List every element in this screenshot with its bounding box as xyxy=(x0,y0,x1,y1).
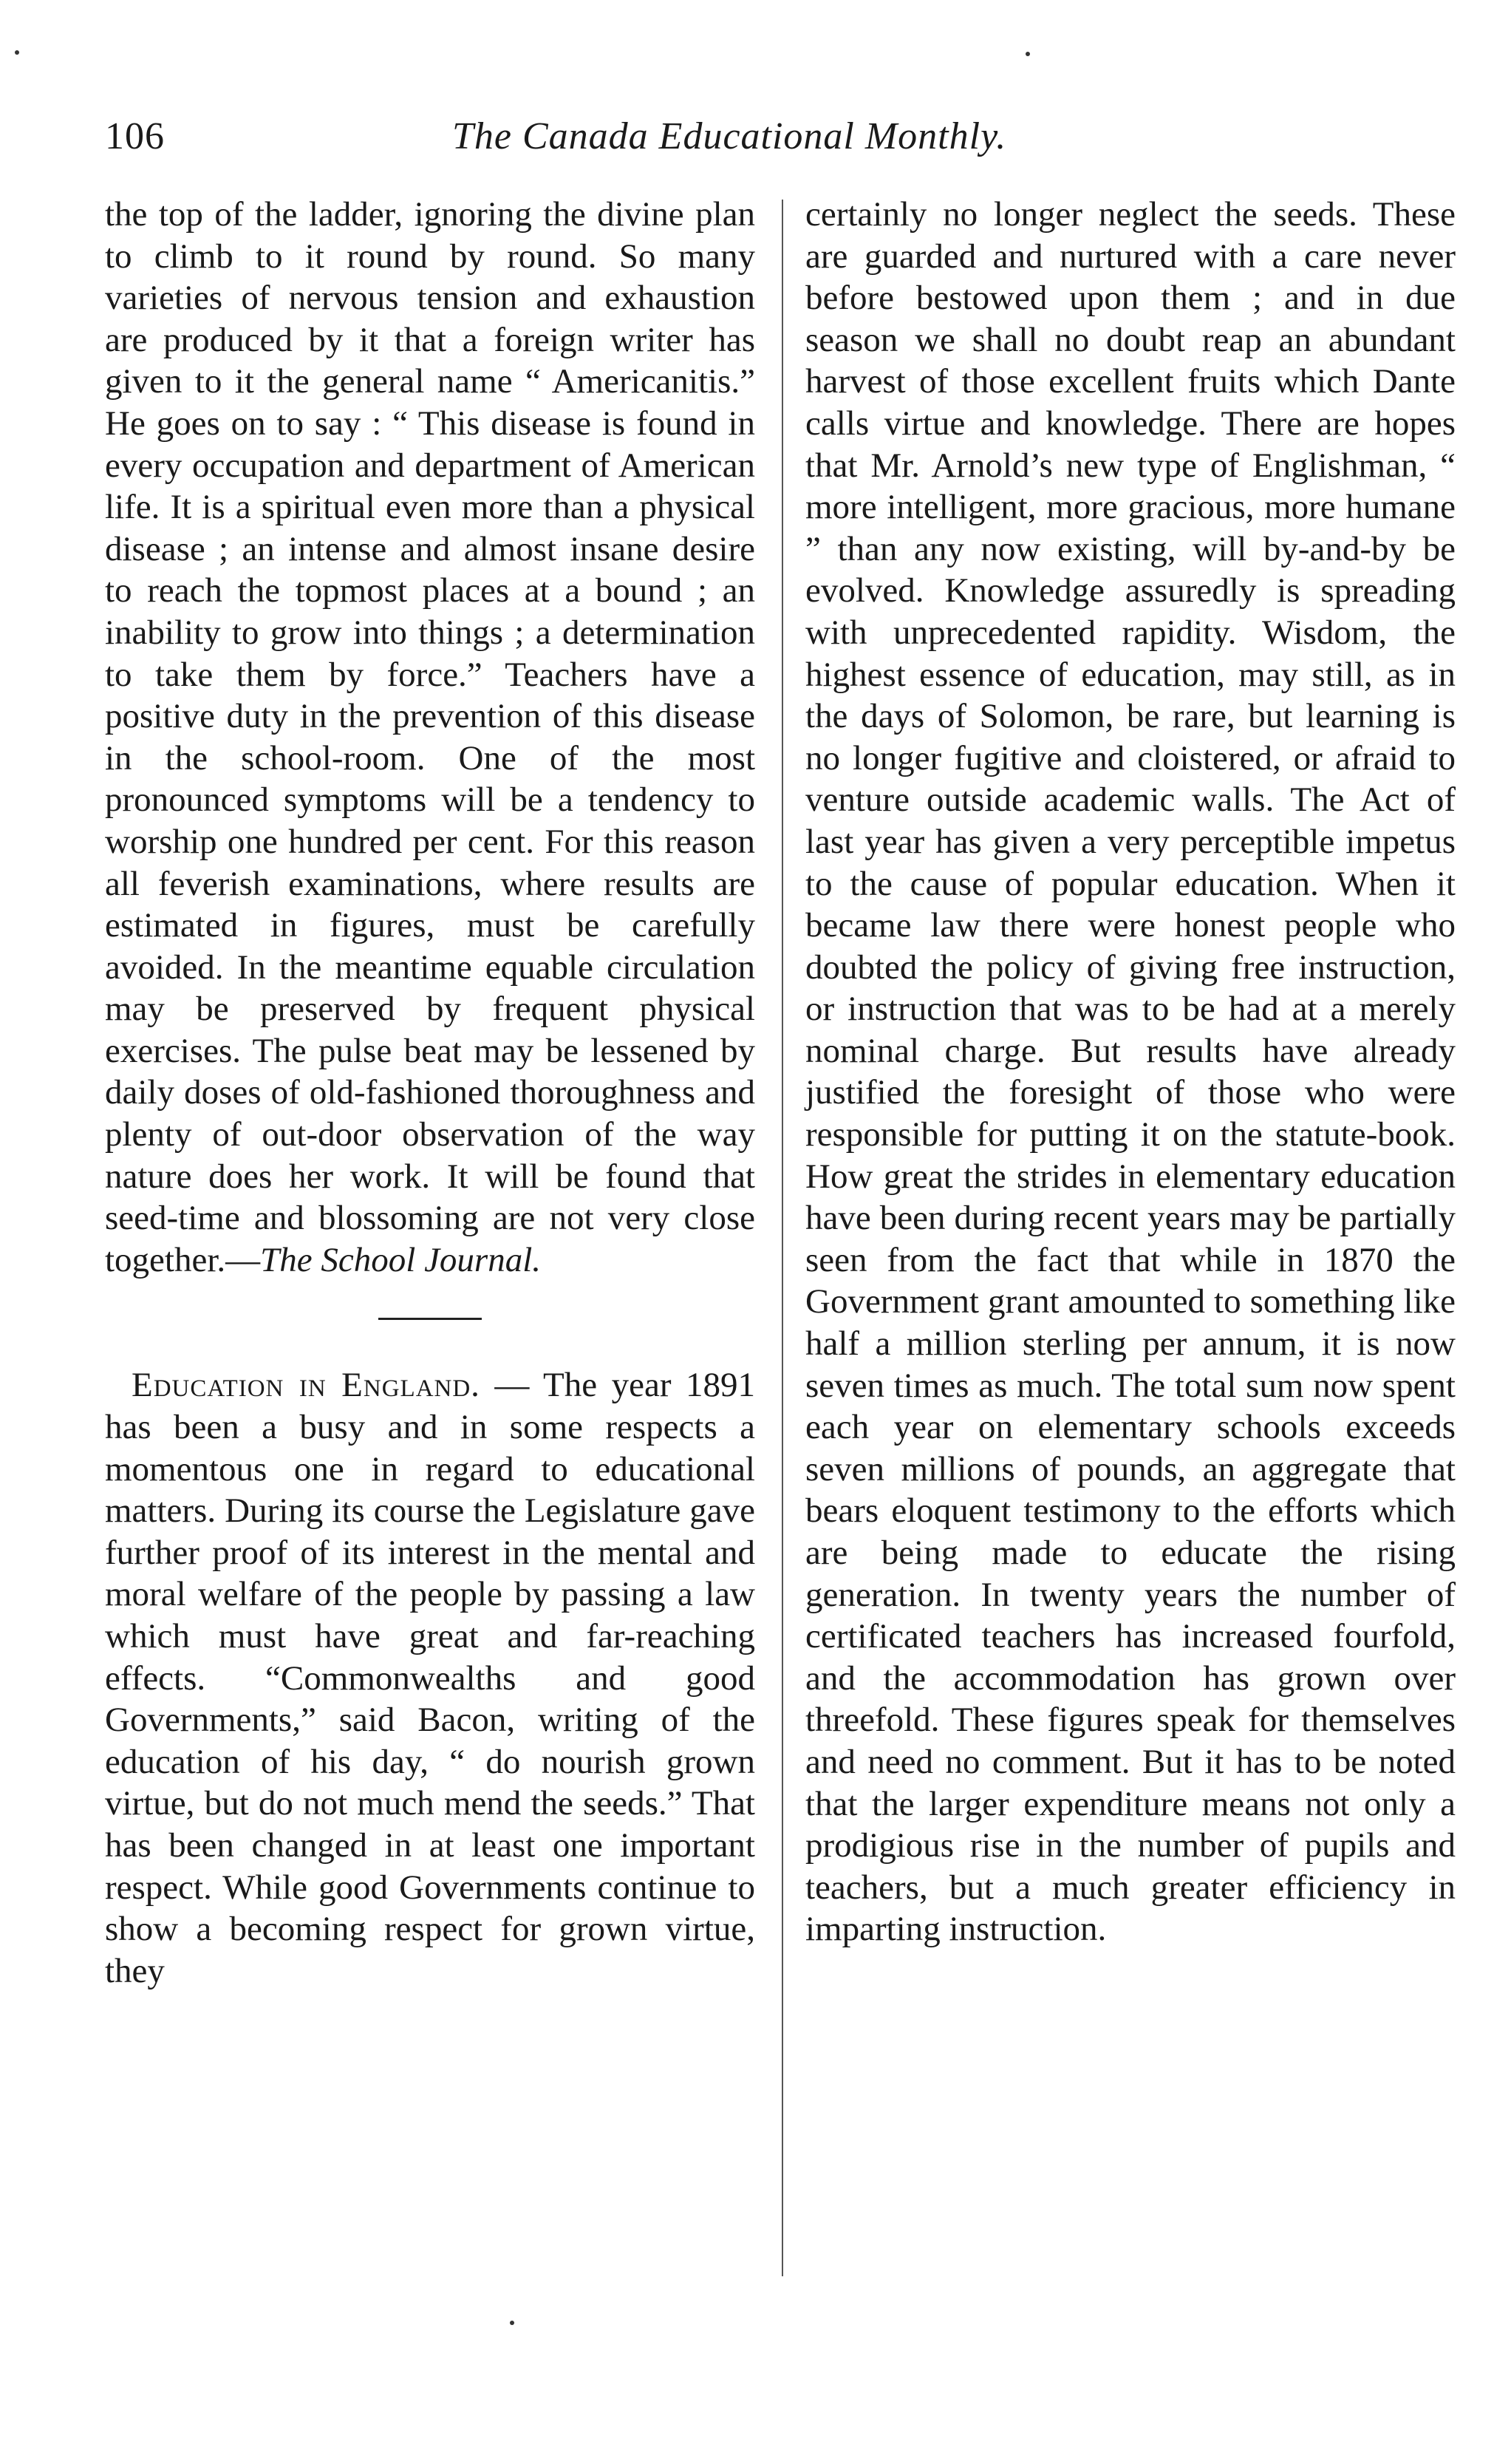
scan-speck xyxy=(15,50,19,55)
right-column-paragraph: certainly no longer neglect the seeds. These are guarded and nurtured with a care never before bestowed upon them ; and in due season we shall no doubt reap an abundant harvest of those excellent fruits which Dante calls virtue and knowledge. There are hopes that Mr. Arnold’s new type of Englishman, “ more intelligent, more gracious, more humane ” than any now existing, will by-and-by be evolved. Knowledge assuredly is spreading with unprecedented rapidity. Wisdom, the highest essence of education, may still, as in the days of Solomon, be rare, but learning is no longer fugitive and cloistered, or afraid to venture outside academic walls. The Act of last year has given a very perceptible impetus to the cause of popular education. When it became law there were honest people who doubted the policy of giving free instruction, or instruction that was to be had at a merely nominal charge. But results have already justified the foresight of those who were responsible for putting it on the statute-book. How great the strides in elementary education have been during recent years may be partially seen from the fact that while in 1870 the Government grant amounted to something like half a million sterling per annum, it is now seven times as much. The total sum now spent each year on elementary schools exceeds seven millions of pounds, an aggregate that bears eloquent testimony to the efforts which are being made to educate the rising generation. In twenty years the number of certificated teachers has increased fourfold, and the accommodation has grown over threefold. These figures speak for themselves and need no comment. But it has to be noted that the larger expenditure means not only a prodigious rise in the number of pupils and teachers, but a much greater efficiency in imparting instruction. xyxy=(805,195,1456,1949)
scan-speck xyxy=(1026,52,1030,56)
section-heading: Education in England. xyxy=(132,1366,480,1405)
continued-paragraph-text: the top of the ladder, ignoring the divine plan to climb to it round by round. So many varieties of nervous tension and exhaustion are produced by it that a foreign writer has given to it the general name “ Americanitis.” He goes on to say : “ This disease is found in every occupation and department of American life. It is a spiritual even more than a physical disease ; an intense and almost insane desire to reach the topmost places at a bound ; an inability to grow into things ; a determination to take them by force.” Teachers have a positive duty in the prevention of this disease in the school-room. One of the most pronounced symptoms will be a tendency to worship one hundred per cent. For this reason all feverish examinations, where results are estimated in figures, must be carefully avoided. In the meantime equable circulation may be preserved by frequent physical exercises. The pulse beat may be lessened by daily doses of old-fashioned thoroughness and plenty of out-door observation of the way nature does her work. It will be found that seed-time and blossoming are not very close together.— xyxy=(105,195,755,1279)
page-number: 106 xyxy=(105,115,165,157)
left-column xyxy=(105,194,755,1992)
education-in-england-paragraph xyxy=(105,1364,755,1992)
right-column xyxy=(805,194,1456,1950)
column-divider xyxy=(782,200,783,2276)
running-head xyxy=(105,111,1472,163)
section-divider-rule xyxy=(378,1318,482,1320)
journal-title: The Canada Educational Monthly. xyxy=(452,115,1007,157)
section-text: — The year 1891 has been a busy and in some respects a momentous one in regard to educational matters. During its course the Legislature gave further proof of its interest in the mental and moral welfare of the people by passing a law which must have great and far-reaching effects. “Commonwealths and good Governments,” said Bacon, writing of the education of his day, “ do nourish grown virtue, but do not much mend the seeds.” That has been changed in at least one important respect. While good Governments continue to show a becoming respect for grown virtue, they xyxy=(105,1366,755,1990)
source-title: The School Journal. xyxy=(260,1240,542,1279)
scan-speck xyxy=(510,2321,514,2325)
source-citation xyxy=(260,1241,541,1279)
continued-paragraph xyxy=(105,194,755,1281)
